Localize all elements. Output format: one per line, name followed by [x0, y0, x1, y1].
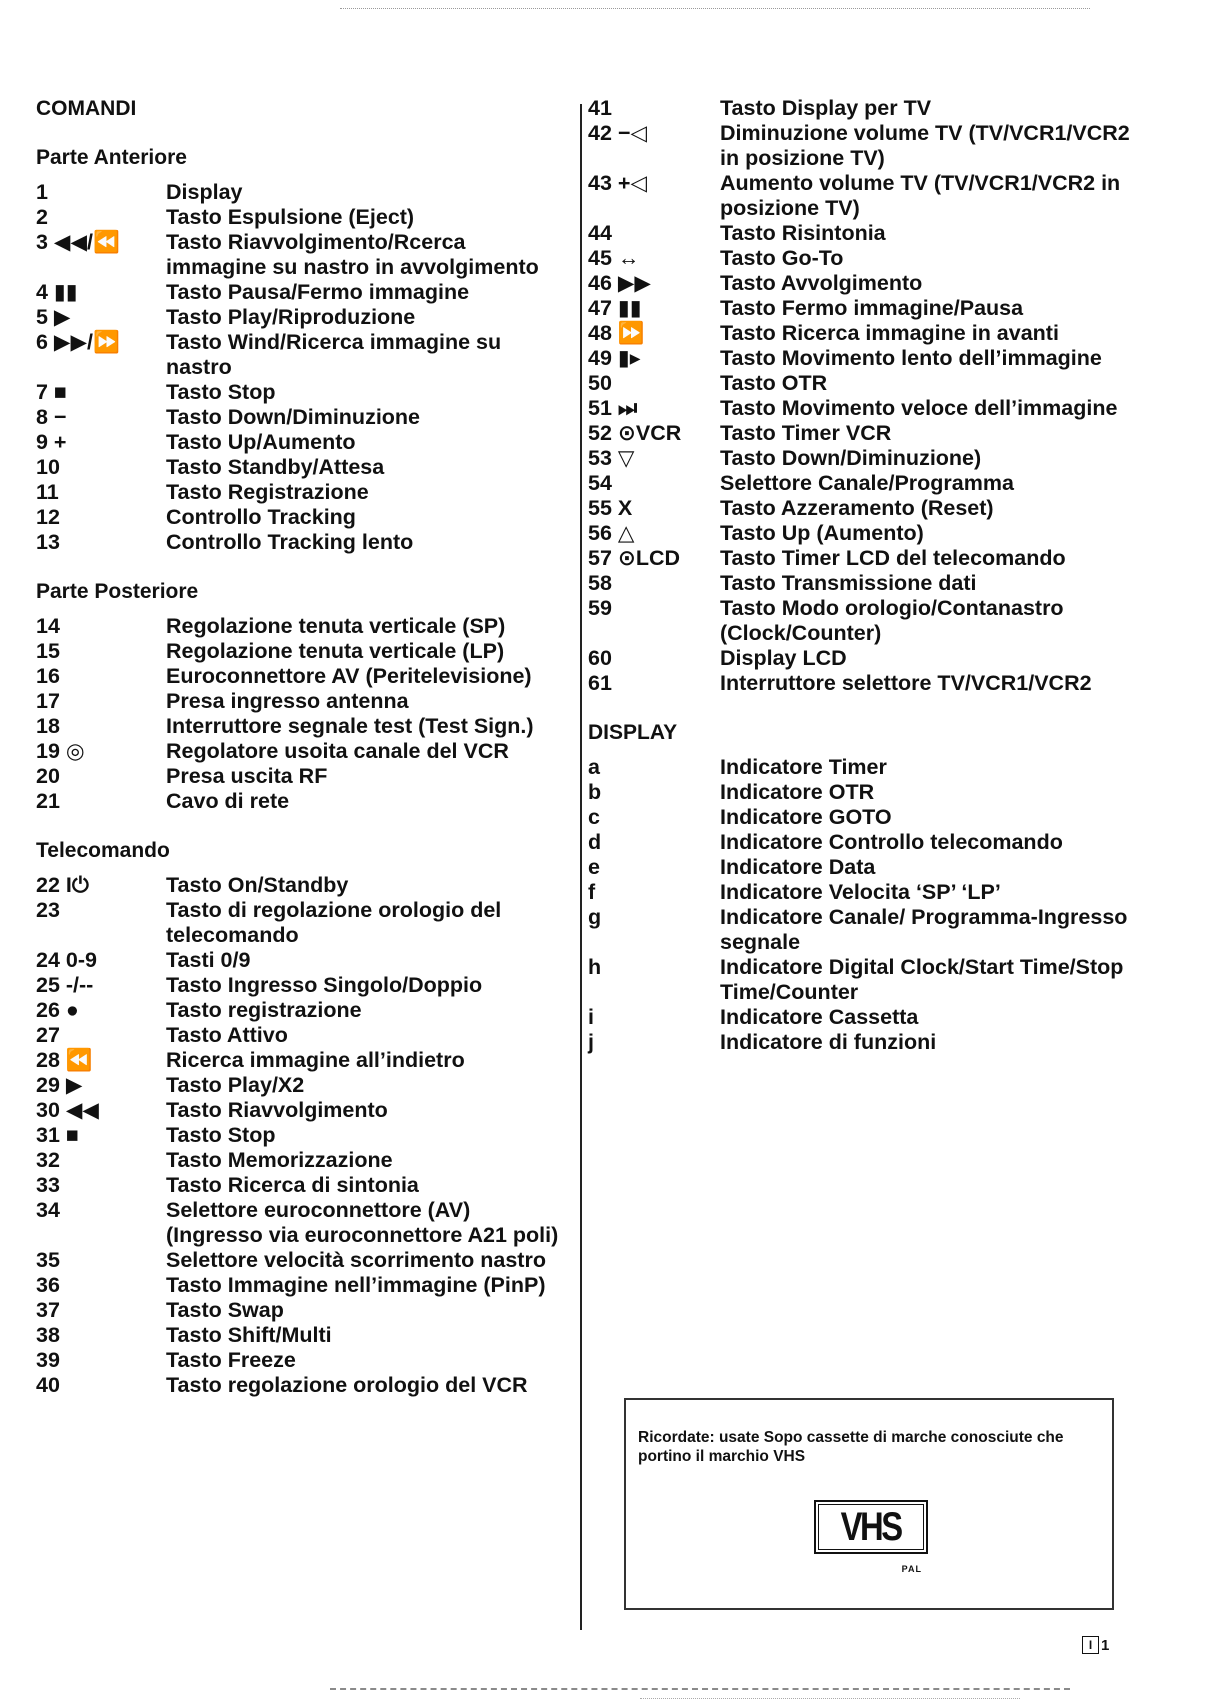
item-description: Selettore euroconnettore (AV) (Ingresso via euroconnettore A21 poli) [166, 1198, 559, 1247]
list-item [588, 1005, 1148, 1030]
list-item [36, 614, 571, 639]
list-item [588, 905, 1148, 955]
list-item [588, 346, 1148, 371]
front-heading: Parte Anteriore [36, 146, 187, 169]
list-item [588, 171, 1148, 221]
item-number: 9 + [36, 430, 67, 454]
item-description: Presa ingresso antenna [166, 689, 409, 713]
item-number: 59 [588, 596, 612, 620]
item-description: Indicatore di funzioni [720, 1030, 937, 1054]
list-item [36, 1198, 571, 1248]
list-item [588, 830, 1148, 855]
page-lang-box: I [1082, 1636, 1099, 1654]
item-number: 4 ▮▮ [36, 280, 78, 304]
item-description: Tasti 0/9 [166, 948, 251, 972]
item-number: e [588, 855, 600, 879]
item-number: g [588, 905, 602, 929]
item-description: Interruttore segnale test (Test Sign.) [166, 714, 534, 738]
scan-noise-top [340, 8, 1090, 15]
item-description: Tasto Memorizzazione [166, 1148, 393, 1172]
item-description: Tasto Pausa/Fermo immagine [166, 280, 470, 304]
item-number: 61 [588, 671, 612, 695]
list-item [36, 1048, 571, 1073]
item-number: 1 [36, 180, 48, 204]
item-description: Tasto Swap [166, 1298, 284, 1322]
list-item [588, 396, 1148, 421]
column-divider [580, 104, 582, 1630]
item-number: h [588, 955, 602, 979]
item-number: 51 ⏭ [588, 396, 638, 420]
item-description: Aumento volume TV (TV/VCR1/VCR2 in posizione TV) [720, 171, 1121, 220]
list-item [36, 380, 571, 405]
item-number: 47 ▮▮ [588, 296, 642, 320]
list-item [36, 1248, 571, 1273]
item-description: Selettore Canale/Programma [720, 471, 1014, 495]
left-column [36, 96, 571, 1398]
list-item [36, 305, 571, 330]
list-item [36, 664, 571, 689]
list-item [588, 296, 1148, 321]
item-description: Tasto di regolazione orologio del telecomando [166, 898, 502, 947]
list-item [588, 646, 1148, 671]
list-item [36, 180, 571, 205]
item-description: Tasto On/Standby [166, 873, 349, 897]
rear-heading: Parte Posteriore [36, 580, 199, 603]
list-item [36, 898, 571, 948]
item-description: Interruttore selettore TV/VCR1/VCR2 [720, 671, 1092, 695]
item-description: Tasto Fermo immagine/Pausa [720, 296, 1024, 320]
item-number: 56 △ [588, 521, 635, 545]
item-number: a [588, 755, 600, 779]
item-description: Tasto Riavvolgimento [166, 1098, 388, 1122]
item-description: Tasto Ricerca immagine in avanti [720, 321, 1059, 345]
list-item [36, 873, 571, 898]
front-list [36, 180, 571, 555]
list-item [588, 371, 1148, 396]
item-description: Cavo di rete [166, 789, 290, 813]
item-description: Regolatore usoita canale del VCR [166, 739, 509, 763]
item-number: 35 [36, 1248, 60, 1272]
item-description: Regolazione tenuta verticale (LP) [166, 639, 505, 663]
list-item [36, 1298, 571, 1323]
item-description: Tasto Movimento lento dell’immagine [720, 346, 1102, 370]
list-item [36, 714, 571, 739]
list-item [36, 505, 571, 530]
item-description: Indicatore Velocita ‘SP’ ‘LP’ [720, 880, 1001, 904]
item-description: Indicatore Controllo telecomando [720, 830, 1063, 854]
vhs-logo [814, 1500, 928, 1574]
page-title: COMANDI [36, 97, 137, 120]
item-number: i [588, 1005, 594, 1029]
list-item [588, 96, 1148, 121]
item-number: 40 [36, 1373, 60, 1397]
list-item [36, 280, 571, 305]
item-description: Tasto Shift/Multi [166, 1323, 332, 1347]
item-number: 16 [36, 664, 60, 688]
item-number: 15 [36, 639, 60, 663]
item-description: Tasto Ricerca di sintonia [166, 1173, 419, 1197]
item-number: 18 [36, 714, 60, 738]
item-number: 3 ◀◀/⏪ [36, 230, 120, 254]
list-item [36, 1073, 571, 1098]
item-number: c [588, 805, 600, 829]
item-number: 31 ■ [36, 1123, 79, 1147]
item-number: 10 [36, 455, 60, 479]
list-item [588, 1030, 1148, 1055]
list-item [36, 230, 571, 280]
list-item [36, 948, 571, 973]
display-heading: DISPLAY [588, 721, 678, 744]
list-item [588, 571, 1148, 596]
item-number: 53 ▽ [588, 446, 635, 470]
list-item [36, 1173, 571, 1198]
item-number: 50 [588, 371, 612, 395]
item-number: 43 +◁ [588, 171, 647, 195]
item-number: 48 ⏩ [588, 321, 645, 345]
list-item [36, 405, 571, 430]
item-description: Tasto Espulsione (Eject) [166, 205, 415, 229]
list-item [36, 430, 571, 455]
item-number: 23 [36, 898, 60, 922]
item-description: Tasto Down/Diminuzione) [720, 446, 982, 470]
item-number: 49 ▮▸ [588, 346, 641, 370]
item-description: Indicatore OTR [720, 780, 875, 804]
item-number: 39 [36, 1348, 60, 1372]
list-item [588, 321, 1148, 346]
item-number: 7 ■ [36, 380, 67, 404]
item-number: 8 − [36, 405, 67, 429]
item-number: 41 [588, 96, 612, 120]
item-number: 22 I⏻ [36, 873, 89, 897]
item-description: Indicatore Cassetta [720, 1005, 919, 1029]
item-description: Indicatore Canale/ Programma-Ingresso segnale [720, 905, 1128, 954]
item-number: 44 [588, 221, 612, 245]
display-list [588, 755, 1148, 1055]
item-number: 57 ⊙LCD [588, 546, 681, 570]
item-number: 14 [36, 614, 60, 638]
item-number: 55 X [588, 496, 633, 520]
vhs-logo-pal: PAL [901, 1564, 922, 1574]
vhs-note-box [624, 1398, 1114, 1610]
item-description: Tasto Avvolgimento [720, 271, 923, 295]
item-number: 6 ▶▶/⏩ [36, 330, 120, 354]
item-description: Indicatore GOTO [720, 805, 892, 829]
scan-noise-bottom [330, 1688, 1070, 1696]
list-item [588, 446, 1148, 471]
item-number: 13 [36, 530, 60, 554]
list-item [36, 1348, 571, 1373]
vhs-logo-frame [818, 1504, 924, 1550]
list-item [36, 1098, 571, 1123]
item-description: Tasto Stop [166, 380, 276, 404]
item-number: 12 [36, 505, 60, 529]
item-number: 42 −◁ [588, 121, 647, 145]
item-number: 27 [36, 1023, 60, 1047]
item-description: Tasto Standby/Attesa [166, 455, 385, 479]
list-item [588, 246, 1148, 271]
item-number: 58 [588, 571, 612, 595]
item-number: f [588, 880, 596, 904]
vhs-note-text: Ricordate: usate Sopo cassette di marche conosciute che portino il marchio VHS [638, 1429, 1064, 1465]
list-item [588, 880, 1148, 905]
list-item [36, 739, 571, 764]
item-number: 20 [36, 764, 60, 788]
item-description: Tasto Transmissione dati [720, 571, 977, 595]
item-description: Ricerca immagine all’indietro [166, 1048, 465, 1072]
item-description: Tasto Stop [166, 1123, 276, 1147]
item-description: Selettore velocità scorrimento nastro [166, 1248, 546, 1272]
list-item [36, 639, 571, 664]
vhs-logo-text: VHS [840, 1505, 902, 1549]
item-number: 30 ◀◀ [36, 1098, 99, 1122]
scan-noise-bottom-2 [640, 1698, 1020, 1703]
list-item [588, 471, 1148, 496]
rear-list [36, 614, 571, 814]
item-description: Tasto Go-To [720, 246, 844, 270]
item-number: j [588, 1030, 594, 1054]
item-description: Euroconnettore AV (Peritelevisione) [166, 664, 532, 688]
item-number: 5 ▶ [36, 305, 71, 329]
list-item [588, 780, 1148, 805]
item-description: Controllo Tracking [166, 505, 356, 529]
item-number: 32 [36, 1148, 60, 1172]
list-item [36, 1373, 571, 1398]
item-description: Tasto Timer VCR [720, 421, 892, 445]
remote-heading: Telecomando [36, 839, 170, 862]
item-number: 19 ◎ [36, 739, 85, 763]
item-description: Tasto Movimento veloce dell’immagine [720, 396, 1118, 420]
item-description: Tasto Freeze [166, 1348, 296, 1372]
item-description: Tasto Wind/Ricerca immagine su nastro [166, 330, 502, 379]
right-column [588, 96, 1148, 1055]
item-number: 36 [36, 1273, 60, 1297]
item-number: 2 [36, 205, 48, 229]
item-description: Tasto Play/Riproduzione [166, 305, 416, 329]
item-description: Regolazione tenuta verticale (SP) [166, 614, 506, 638]
item-description: Tasto Risintonia [720, 221, 886, 245]
list-item [36, 480, 571, 505]
item-description: Controllo Tracking lento [166, 530, 414, 554]
list-item [36, 1273, 571, 1298]
item-description: Tasto Ingresso Singolo/Doppio [166, 973, 483, 997]
item-description: Tasto Display per TV [720, 96, 932, 120]
item-description: Presa uscita RF [166, 764, 328, 788]
list-item [588, 596, 1148, 646]
list-item [36, 530, 571, 555]
item-description: Tasto Up (Aumento) [720, 521, 924, 545]
item-description: Display LCD [720, 646, 847, 670]
item-number: 38 [36, 1323, 60, 1347]
item-description: Tasto Modo orologio/Contanastro (Clock/Counter) [720, 596, 1064, 645]
item-description: Indicatore Timer [720, 755, 887, 779]
item-description: Tasto Down/Diminuzione [166, 405, 421, 429]
list-item [36, 1123, 571, 1148]
list-item [588, 121, 1148, 171]
item-description: Display [166, 180, 243, 204]
list-item [36, 330, 571, 380]
list-item [36, 973, 571, 998]
item-number: 37 [36, 1298, 60, 1322]
item-number: 25 -/-- [36, 973, 94, 997]
remote-list [36, 873, 571, 1398]
item-description: Tasto Timer LCD del telecomando [720, 546, 1066, 570]
item-number: 26 ● [36, 998, 79, 1022]
page-number [1082, 1636, 1109, 1654]
item-number: 54 [588, 471, 612, 495]
list-item [588, 805, 1148, 830]
remote-cont-list [588, 96, 1148, 696]
item-description: Tasto Registrazione [166, 480, 369, 504]
list-item [588, 955, 1148, 1005]
list-item [36, 764, 571, 789]
item-number: 33 [36, 1173, 60, 1197]
list-item [36, 205, 571, 230]
item-description: Tasto Immagine nell’immagine (PinP) [166, 1273, 546, 1297]
list-item [588, 671, 1148, 696]
list-item [588, 755, 1148, 780]
item-number: 29 ▶ [36, 1073, 83, 1097]
item-description: Tasto regolazione orologio del VCR [166, 1373, 528, 1397]
item-description: Tasto OTR [720, 371, 828, 395]
list-item [36, 1148, 571, 1173]
item-number: 17 [36, 689, 60, 713]
list-item [588, 271, 1148, 296]
item-number: 52 ⊙VCR [588, 421, 682, 445]
list-item [588, 521, 1148, 546]
item-number: 11 [36, 480, 59, 504]
list-item [36, 998, 571, 1023]
item-number: 28 ⏪ [36, 1048, 93, 1072]
item-number: 34 [36, 1198, 60, 1222]
list-item [588, 855, 1148, 880]
item-number: d [588, 830, 602, 854]
list-item [588, 546, 1148, 571]
item-description: Indicatore Digital Clock/Start Time/Stop Time/Counter [720, 955, 1124, 1004]
list-item [588, 421, 1148, 446]
item-number: 60 [588, 646, 612, 670]
item-description: Indicatore Data [720, 855, 876, 879]
item-number: 24 0-9 [36, 948, 97, 972]
item-description: Tasto registrazione [166, 998, 362, 1022]
item-description: Tasto Play/X2 [166, 1073, 305, 1097]
item-description: Tasto Azzeramento (Reset) [720, 496, 994, 520]
page-number-value: 1 [1101, 1636, 1110, 1654]
item-number: 45 ↔ [588, 246, 640, 270]
list-item [588, 221, 1148, 246]
list-item [36, 789, 571, 814]
item-number: 21 [36, 789, 60, 813]
item-description: Tasto Up/Aumento [166, 430, 356, 454]
list-item [36, 455, 571, 480]
item-number: b [588, 780, 602, 804]
list-item [36, 1323, 571, 1348]
item-description: Tasto Riavvolgimento/Rcerca immagine su nastro in avvolgimento [166, 230, 539, 279]
list-item [36, 689, 571, 714]
item-number: 46 ▶▶ [588, 271, 651, 295]
item-description: Diminuzione volume TV (TV/VCR1/VCR2 in posizione TV) [720, 121, 1130, 170]
list-item [36, 1023, 571, 1048]
item-description: Tasto Attivo [166, 1023, 288, 1047]
list-item [588, 496, 1148, 521]
